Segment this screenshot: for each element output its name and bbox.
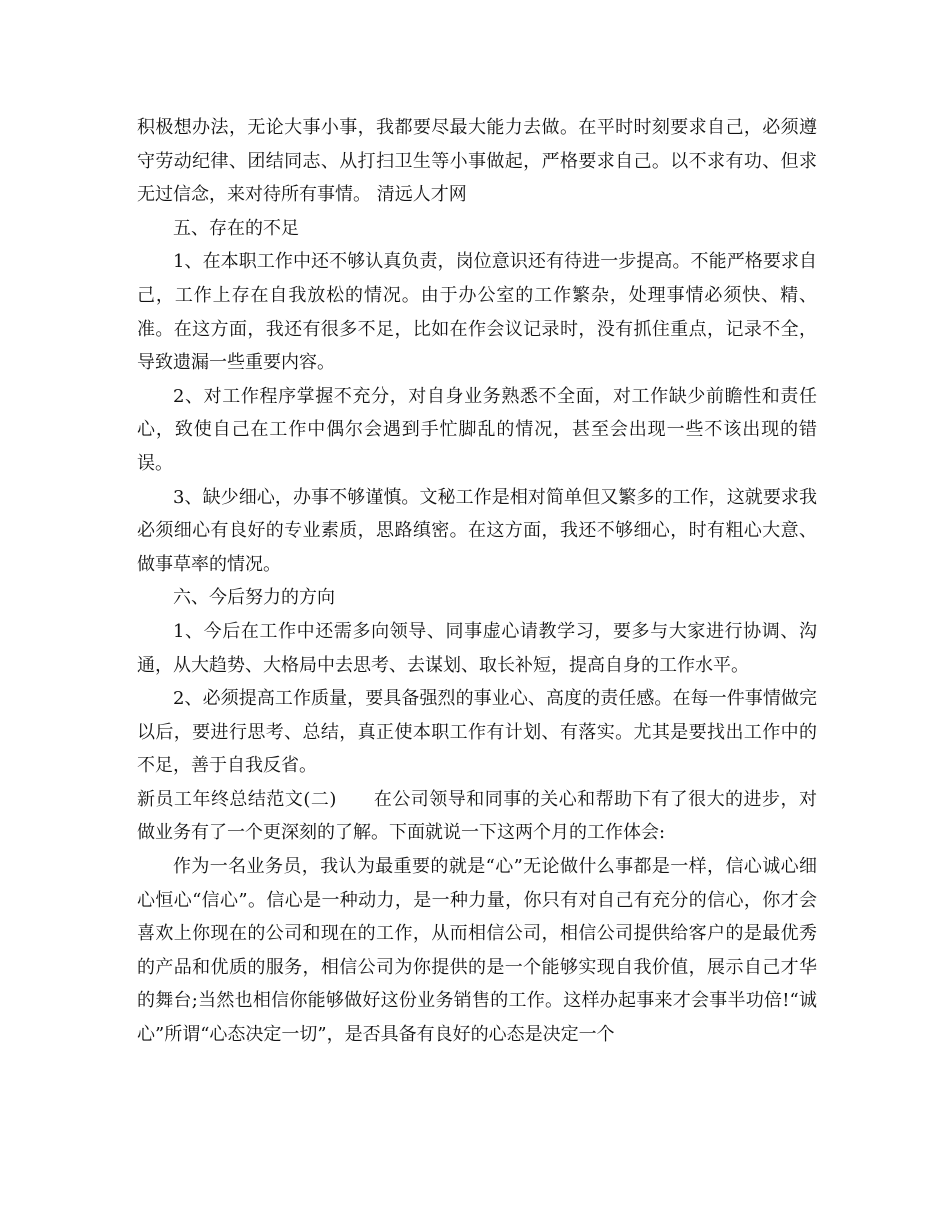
paragraph-direction-2: 2、必须提高工作质量，要具备强烈的事业心、高度的责任感。在每一件事情做完以后，要进行思考、总结，真正使本职工作有计划、有落实。尤其是要找出工作中的不足，善于自我反省。 bbox=[137, 688, 817, 777]
paragraph-shortcoming-3: 3、缺少细心，办事不够谨慎。文秘工作是相对简单但又繁多的工作，这就要求我必须细心有良好的专业素质，思路缜密。在这方面，我还不够细心，时有粗心大意、做事草率的情况。 bbox=[137, 486, 817, 575]
paragraph-shortcoming-2: 2、对工作程序掌握不充分，对自身业务熟悉不全面，对工作缺少前瞻性和责任心，致使自己在工作中偶尔会遇到手忙脚乱的情况，甚至会出现一些不该出现的错误。 bbox=[137, 385, 817, 474]
section-heading-shortcomings: 五、存在的不足 bbox=[173, 217, 299, 239]
paragraph-direction-1: 1、今后在工作中还需多向领导、同事虚心请教学习，要多与大家进行协调、沟通，从大趋势、大格局中去思考、去谋划、取长补短，提高自身的工作水平。 bbox=[137, 620, 817, 676]
paragraph-article-two-intro: 新员工年终总结范文(二) 在公司领导和同事的关心和帮助下有了很大的进步，对做业务有了一个更深刻的了解。下面就说一下这两个月的工作体会: bbox=[137, 788, 817, 844]
document-body bbox=[137, 111, 817, 1052]
paragraph-continuation: 积极想办法，无论大事小事，我都要尽最大能力去做。在平时时刻要求自己，必须遵守劳动纪律、团结同志、从打扫卫生等小事做起，严格要求自己。以不求有功、但求无过信念，来对待所有事情。 清远人才网 bbox=[137, 117, 817, 206]
paragraph-shortcoming-1: 1、在本职工作中还不够认真负责，岗位意识还有待进一步提高。不能严格要求自己，工作上存在自我放松的情况。由于办公室的工作繁杂，处理事情必须快、精、准。在这方面，我还有很多不足，比如在作会议记录时，没有抓住重点，记录不全，导致遗漏一些重要内容。 bbox=[137, 251, 817, 374]
paragraph-salesperson-heart: 作为一名业务员，我认为最重要的就是“心”无论做什么事都是一样，信心诚心细心恒心“信心”。信心是一种动力，是一种力量，你只有对自己有充分的信心，你才会喜欢上你现在的公司和现在的工作，从而相信公司，相信公司提供给客户的是最优秀的产品和优质的服务，相信公司为你提供的是一个能够实现自我价值，展示自己才华的舞台;当然也相信你能够做好这份业务销售的工作。这样办起事来才会事半功倍!“诚心”所谓“心态决定一切”，是否具备有良好的心态是决定一个 bbox=[137, 856, 817, 1046]
section-heading-future-direction: 六、今后努力的方向 bbox=[173, 587, 335, 609]
